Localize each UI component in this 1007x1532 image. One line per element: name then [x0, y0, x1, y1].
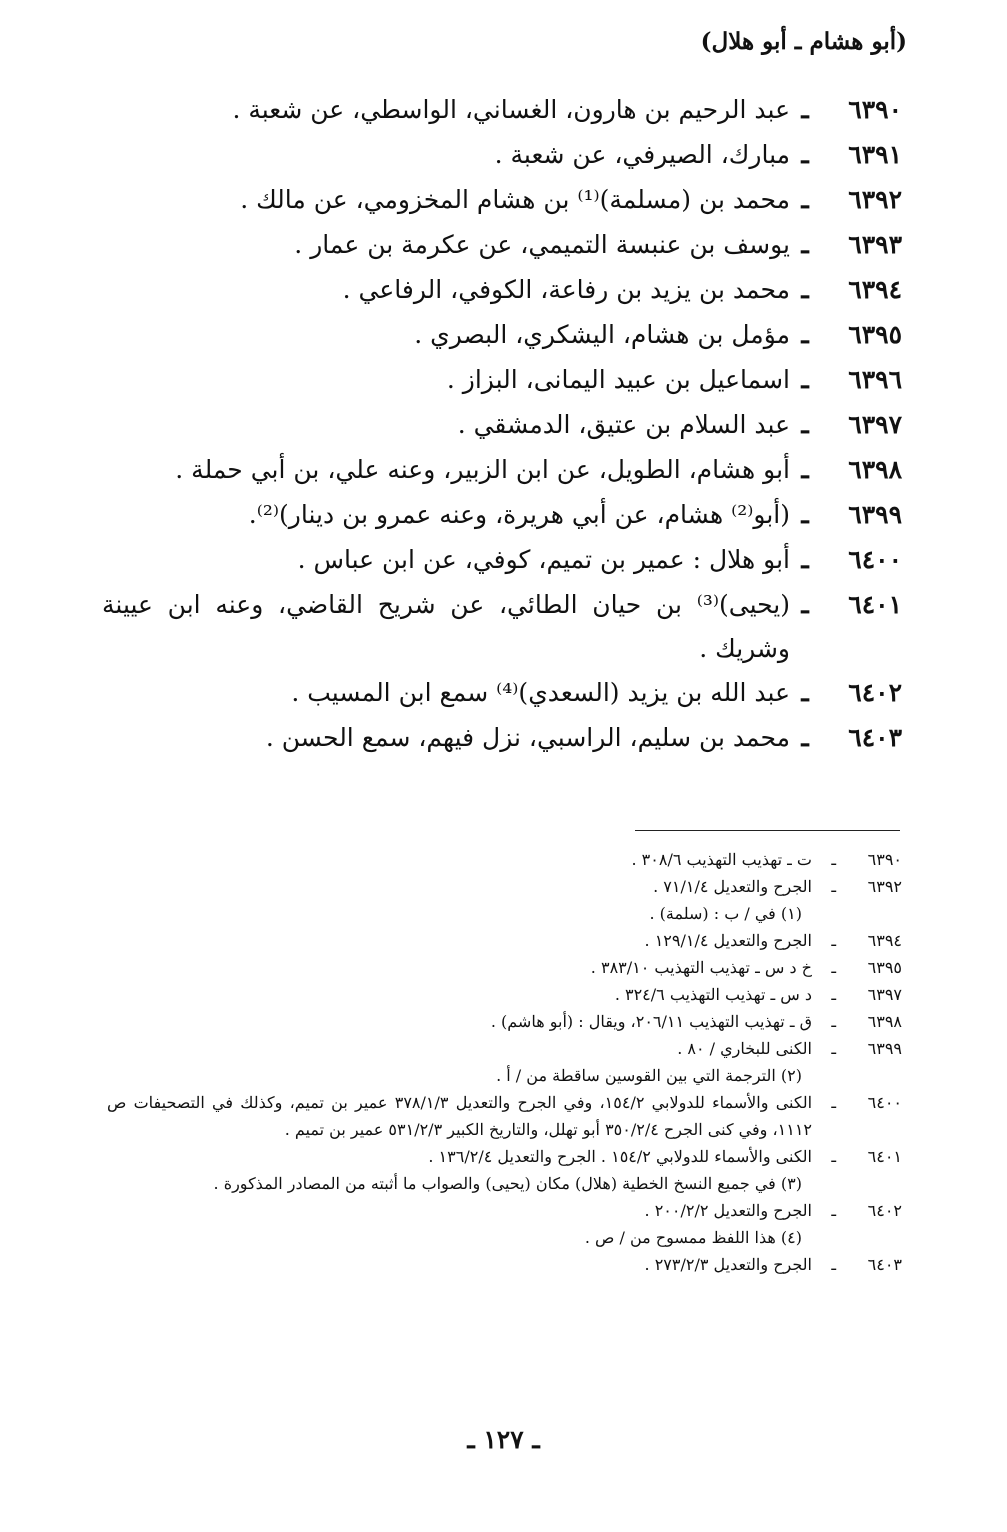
footnote-text: (٤) هذا اللفظ ممسوح من / ص . [584, 1228, 802, 1247]
note-text: ت ـ تهذيب التهذيب ٣٠٨/٦ . [631, 850, 812, 869]
entry-dash: ـ [801, 410, 809, 439]
note-dash: ـ [831, 1012, 836, 1031]
note-dash: ـ [831, 931, 836, 950]
page-number: ـ ١٢٧ ـ [467, 1425, 540, 1454]
entry [102, 223, 902, 268]
source-note [107, 981, 902, 1008]
entry-text: (أبو⁽²⁾ هشام، عن أبي هريرة، وعنه عمرو بن دينار)⁽²⁾. [248, 500, 790, 529]
footnote-text: (١) في / ب : (سلمة) . [649, 904, 802, 923]
entry [102, 716, 902, 761]
note-dash: ـ [831, 877, 836, 896]
entry-number: ٦٣٩٣ [848, 230, 902, 259]
footnote-text: (٣) في جميع النسخ الخطية (هلال) مكان (يحيى) والصواب ما أثبته من المصادر المذكورة . [213, 1174, 802, 1193]
entry-number: ٦٤٠٣ [848, 723, 902, 752]
footnote [107, 900, 902, 927]
entry-dash: ـ [801, 230, 809, 259]
note-number: ٦٤٠١ [867, 1147, 902, 1166]
source-note [107, 1251, 902, 1278]
entry-text: (يحيى)⁽³⁾ بن حيان الطائي، عن شريح القاضي، وعنه ابن عيينة وشريك . [102, 590, 790, 663]
entry-number: ٦٣٩٦ [848, 365, 902, 394]
note-dash: ـ [831, 1093, 836, 1112]
entry-number: ٦٣٩٥ [848, 320, 902, 349]
note-text: الكنى والأسماء للدولابي ١٥٤/٢ . الجرح والتعديل ١٣٦/٢/٤ . [428, 1147, 812, 1166]
note-text: الكنى والأسماء للدولابي ١٥٤/٢، وفي الجرح والتعديل ٣٧٨/١/٣ عمير بن تميم، وكذلك في التصحيفات ص ١١١٢، وفي كنى الجرح ٣٥٠/٢/٤ أبو تهلل، والتاريخ الكبير ٥٣١/٢/٣ عمير بن تميم . [107, 1093, 813, 1139]
note-text: د س ـ تهذيب التهذيب ٣٢٤/٦ . [614, 985, 812, 1004]
entry-text: أبو هلال : عمير بن تميم، كوفي، عن ابن عباس . [297, 545, 790, 574]
entry-dash: ـ [801, 185, 809, 214]
note-text: الجرح والتعديل ٢٠٠/٢/٢ . [644, 1201, 812, 1220]
note-text: الجرح والتعديل ٧١/١/٤ . [653, 877, 812, 896]
entry-dash: ـ [801, 140, 809, 169]
entry [102, 178, 902, 223]
note-dash: ـ [831, 850, 836, 869]
entry-number: ٦٤٠٢ [848, 678, 902, 707]
source-note [107, 846, 902, 873]
note-number: ٦٣٩٧ [867, 985, 902, 1004]
entry-dash: ـ [801, 275, 809, 304]
entry-dash: ـ [801, 320, 809, 349]
note-number: ٦٣٩٢ [867, 877, 902, 896]
entry [102, 88, 902, 133]
entry-text: يوسف بن عنبسة التميمي، عن عكرمة بن عمار . [294, 230, 790, 259]
entry-text: محمد بن سليم، الراسبي، نزل فيهم، سمع الحسن . [265, 723, 790, 752]
entry-text: عبد السلام بن عتيق، الدمشقي . [457, 410, 790, 439]
footnote [107, 1062, 902, 1089]
note-dash: ـ [831, 985, 836, 1004]
source-note [107, 954, 902, 981]
entry-dash: ـ [801, 723, 809, 752]
entry-number: ٦٤٠٠ [848, 545, 902, 574]
entry-dash: ـ [801, 455, 809, 484]
entry-text: أبو هشام، الطويل، عن ابن الزبير، وعنه علي، بن أبي حملة . [175, 455, 790, 484]
entry [102, 583, 902, 671]
running-head: (أبو هشام ـ أبو هلال) [700, 28, 907, 55]
entry-number: ٦٤٠١ [848, 590, 902, 619]
entries-list [102, 88, 902, 761]
note-dash: ـ [831, 1039, 836, 1058]
entry [102, 448, 902, 493]
entry-text: عبد الله بن يزيد (السعدي)⁽⁴⁾ سمع ابن المسيب . [291, 678, 790, 707]
note-text: الجرح والتعديل ١٢٩/١/٤ . [644, 931, 812, 950]
note-number: ٦٤٠٣ [867, 1255, 902, 1274]
entry-text: محمد بن (مسلمة)⁽¹⁾ بن هشام المخزومي، عن مالك . [240, 185, 790, 214]
note-dash: ـ [831, 1255, 836, 1274]
source-note [107, 1197, 902, 1224]
entry-dash: ـ [801, 545, 809, 574]
footnote [107, 1170, 902, 1197]
entry [102, 133, 902, 178]
entry-number: ٦٣٩١ [848, 140, 902, 169]
note-number: ٦٤٠٢ [867, 1201, 902, 1220]
note-number: ٦٣٩٤ [867, 931, 902, 950]
note-text: الجرح والتعديل ٢٧٣/٢/٣ . [644, 1255, 812, 1274]
footnote [107, 1224, 902, 1251]
entry-number: ٦٣٩٩ [848, 500, 902, 529]
note-dash: ـ [831, 1147, 836, 1166]
source-note [107, 873, 902, 900]
note-text: الكنى للبخاري / ٨٠ . [677, 1039, 812, 1058]
note-dash: ـ [831, 1201, 836, 1220]
entry-dash: ـ [801, 590, 809, 619]
entry-number: ٦٣٩٧ [848, 410, 902, 439]
entry-text: عبد الرحيم بن هارون، الغساني، الواسطي، عن شعبة . [232, 95, 790, 124]
entry-dash: ـ [801, 678, 809, 707]
note-number: ٦٤٠٠ [867, 1093, 902, 1112]
entry [102, 358, 902, 403]
entry-number: ٦٣٩٢ [848, 185, 902, 214]
entry-text: اسماعيل بن عبيد اليمانى، البزاز . [446, 365, 790, 394]
source-note [107, 927, 902, 954]
entry-number: ٦٣٩٨ [848, 455, 902, 484]
entry-number: ٦٣٩٠ [848, 95, 902, 124]
source-note [107, 1089, 902, 1143]
source-note [107, 1143, 902, 1170]
source-note [107, 1008, 902, 1035]
footnote-divider [635, 830, 900, 831]
entry-dash: ـ [801, 95, 809, 124]
note-number: ٦٣٩٩ [867, 1039, 902, 1058]
note-dash: ـ [831, 958, 836, 977]
entry [102, 403, 902, 448]
entry-dash: ـ [801, 365, 809, 394]
note-text: ق ـ تهذيب التهذيب ٢٠٦/١١، ويقال : (أبو هاشم) . [490, 1012, 812, 1031]
footnote-text: (٢) الترجمة التي بين القوسين ساقطة من / أ . [496, 1066, 802, 1085]
note-number: ٦٣٩٨ [867, 1012, 902, 1031]
entry-dash: ـ [801, 500, 809, 529]
note-number: ٦٣٩٠ [867, 850, 902, 869]
entry [102, 313, 902, 358]
source-note [107, 1035, 902, 1062]
footnotes [107, 846, 902, 1278]
entry-text: محمد بن يزيد بن رفاعة، الكوفي، الرفاعي . [342, 275, 790, 304]
note-number: ٦٣٩٥ [867, 958, 902, 977]
entry [102, 538, 902, 583]
entry-number: ٦٣٩٤ [848, 275, 902, 304]
entry-text: مؤمل بن هشام، اليشكري، البصري . [414, 320, 790, 349]
entry-text: مبارك، الصيرفي، عن شعبة . [494, 140, 790, 169]
entry [102, 493, 902, 538]
entry [102, 671, 902, 716]
entry [102, 268, 902, 313]
note-text: خ د س ـ تهذيب التهذيب ٣٨٣/١٠ . [590, 958, 812, 977]
